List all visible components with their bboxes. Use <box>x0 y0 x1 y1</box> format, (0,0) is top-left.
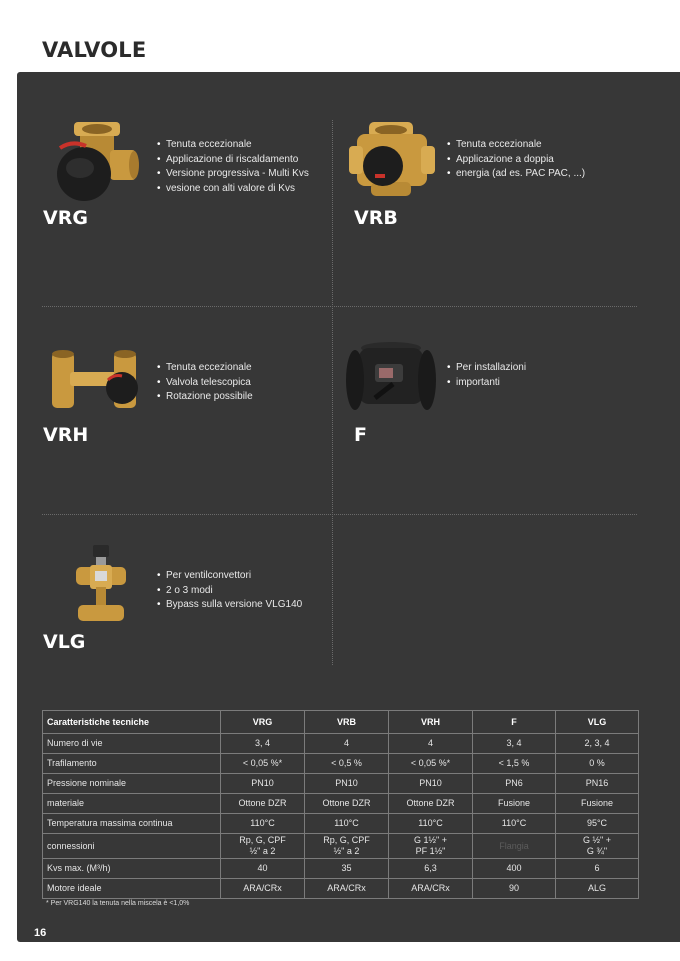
table-row <box>43 794 639 814</box>
table-cell: Ottone DZR <box>389 794 473 814</box>
f-valve-image <box>345 340 437 416</box>
vrb-valve-image <box>347 118 437 200</box>
table-cell: PN10 <box>221 774 305 794</box>
product-name: VRB <box>354 207 398 229</box>
specs-table <box>42 710 639 899</box>
table-cell: PN10 <box>389 774 473 794</box>
table-cell: < 0,05 %* <box>389 754 473 774</box>
table-cell: 90 <box>473 879 556 899</box>
feature-item: • energia (ad es. PAC PAC, ...) <box>447 167 585 182</box>
table-cell: 3, 4 <box>473 734 556 754</box>
table-cell: Fusione <box>473 794 556 814</box>
feature-list <box>157 569 302 613</box>
feature-list <box>157 138 309 196</box>
table-cell: Trafilamento <box>43 754 221 774</box>
table-row <box>43 834 639 859</box>
table-cell: < 1,5 % <box>473 754 556 774</box>
cell-line: ½" a 2 <box>333 846 360 856</box>
vrg-valve-image <box>50 120 140 205</box>
table-cell: ARA/CRx <box>305 879 389 899</box>
table-cell: 110°C <box>389 814 473 834</box>
table-cell <box>389 834 473 859</box>
cell-line: G ¾" <box>586 846 608 856</box>
table-cell: 6,3 <box>389 859 473 879</box>
table-cell: 6 <box>556 859 639 879</box>
feature-item: • vesione con alti valore di Kvs <box>157 182 309 197</box>
feature-list <box>157 361 253 405</box>
product-name: VRG <box>43 207 88 229</box>
table-cell: materiale <box>43 794 221 814</box>
table-header-row <box>43 711 639 734</box>
table-row <box>43 754 639 774</box>
cell-line: G 1½" + <box>414 835 447 845</box>
table-cell <box>221 834 305 859</box>
table-row <box>43 859 639 879</box>
table-cell: 95°C <box>556 814 639 834</box>
table-cell: Pressione nominale <box>43 774 221 794</box>
table-cell <box>305 834 389 859</box>
product-name: F <box>354 424 367 446</box>
feature-item: • Bypass sulla versione VLG140 <box>157 598 302 613</box>
table-header: VLG <box>556 711 639 734</box>
feature-list <box>447 361 526 390</box>
table-cell: 4 <box>389 734 473 754</box>
feature-item: • Applicazione a doppia <box>447 153 585 168</box>
horizontal-divider <box>42 514 637 515</box>
page-title: VALVOLE <box>42 38 147 62</box>
table-header: VRB <box>305 711 389 734</box>
table-cell: Flangia <box>473 834 556 859</box>
table-cell: 110°C <box>473 814 556 834</box>
table-cell: Temperatura massima continua <box>43 814 221 834</box>
table-cell: 400 <box>473 859 556 879</box>
feature-item: • Per ventilconvettori <box>157 569 302 584</box>
table-cell: Ottone DZR <box>221 794 305 814</box>
table-cell: Motore ideale <box>43 879 221 899</box>
table-cell: Numero di vie <box>43 734 221 754</box>
table-cell: PN6 <box>473 774 556 794</box>
table-header: VRG <box>221 711 305 734</box>
table-cell <box>556 834 639 859</box>
table-cell: 0 % <box>556 754 639 774</box>
cell-line: Rp, G, CPF <box>323 835 370 845</box>
table-cell: 110°C <box>221 814 305 834</box>
table-cell: 40 <box>221 859 305 879</box>
table-row <box>43 879 639 899</box>
feature-item: • Tenuta eccezionale <box>157 361 253 376</box>
footnote: * Per VRG140 la tenuta nella miscela è <1,0% <box>46 900 190 907</box>
vlg-valve-image <box>74 543 128 625</box>
feature-item: • Valvola telescopica <box>157 376 253 391</box>
vrh-valve-image <box>48 348 146 412</box>
feature-item: • importanti <box>447 376 526 391</box>
table-cell: PN10 <box>305 774 389 794</box>
horizontal-divider <box>42 306 637 307</box>
table-cell: Kvs max. (M³/h) <box>43 859 221 879</box>
vertical-divider <box>332 120 333 665</box>
cell-line: Rp, G, CPF <box>239 835 286 845</box>
table-row <box>43 734 639 754</box>
cell-line: PF 1½" <box>415 846 446 856</box>
table-header: F <box>473 711 556 734</box>
feature-item: • Per installazioni <box>447 361 526 376</box>
table-cell: 3, 4 <box>221 734 305 754</box>
table-cell: ARA/CRx <box>221 879 305 899</box>
table-header: Caratteristiche tecniche <box>43 711 221 734</box>
table-cell: 35 <box>305 859 389 879</box>
product-name: VRH <box>43 424 89 446</box>
table-cell: Fusione <box>556 794 639 814</box>
feature-item: • Applicazione di riscaldamento <box>157 153 309 168</box>
page-number: 16 <box>34 927 47 939</box>
table-cell: ARA/CRx <box>389 879 473 899</box>
cell-line: G ½" + <box>583 835 611 845</box>
feature-item: • Rotazione possibile <box>157 390 253 405</box>
product-name: VLG <box>43 631 86 653</box>
table-cell: 2, 3, 4 <box>556 734 639 754</box>
table-cell: < 0,5 % <box>305 754 389 774</box>
table-cell: 4 <box>305 734 389 754</box>
table-cell: ALG <box>556 879 639 899</box>
feature-list <box>447 138 585 182</box>
table-row <box>43 774 639 794</box>
feature-item: • Tenuta eccezionale <box>447 138 585 153</box>
table-cell: connessioni <box>43 834 221 859</box>
feature-item: • 2 o 3 modi <box>157 584 302 599</box>
feature-item: • Tenuta eccezionale <box>157 138 309 153</box>
table-cell: < 0,05 %* <box>221 754 305 774</box>
table-row <box>43 814 639 834</box>
table-cell: 110°C <box>305 814 389 834</box>
table-cell: PN16 <box>556 774 639 794</box>
feature-item: • Versione progressiva - Multi Kvs <box>157 167 309 182</box>
table-header: VRH <box>389 711 473 734</box>
table-cell: Ottone DZR <box>305 794 389 814</box>
cell-line: ½" a 2 <box>249 846 276 856</box>
